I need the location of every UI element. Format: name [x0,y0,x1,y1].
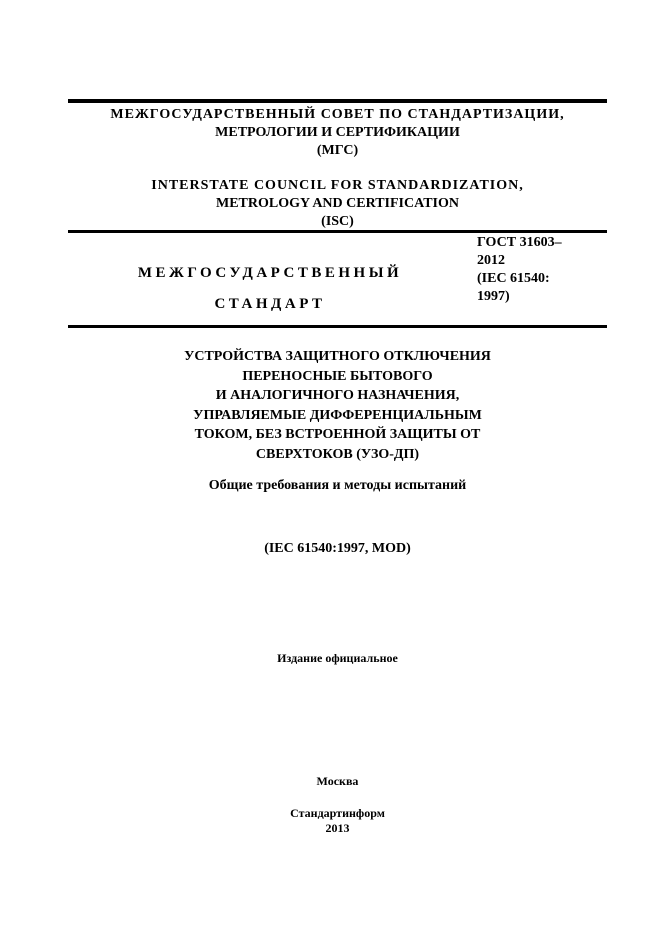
title-line: И АНАЛОГИЧНОГО НАЗНАЧЕНИЯ, [215,388,460,403]
standard-code-line: 1997) [477,289,510,304]
bottom-divider [68,325,607,328]
middle-divider [68,230,607,233]
document-subtitle: Общие требования и методы испытаний [208,478,467,493]
council-ru-line: МЕЖГОСУДАРСТВЕННЫЙ СОВЕТ ПО СТАНДАРТИЗАЦИИ, [110,107,565,122]
standard-type-line2: СТАНДАРТ [214,296,326,312]
standard-code-line: 2012 [477,253,505,268]
title-line: УПРАВЛЯЕМЫЕ ДИФФЕРЕНЦИАЛЬНЫМ [193,407,482,423]
title-line: ТОКОМ, БЕЗ ВСТРОЕННОЙ ЗАЩИТЫ ОТ [194,427,481,442]
council-en-line: METROLOGY AND CERTIFICATION [216,196,459,211]
council-en-abbr: (ISC) [321,214,354,229]
title-line: УСТРОЙСТВА ЗАЩИТНОГО ОТКЛЮЧЕНИЯ [184,349,491,364]
council-name-en [68,177,607,231]
council-ru-abbr: (МГС) [316,143,359,158]
council-name-ru [68,106,607,160]
standard-code-line: (IEC 61540: [477,271,550,286]
edition-label: Издание официальное [277,651,398,665]
iec-reference: (IEC 61540:1997, MOD) [264,541,411,556]
top-divider [68,99,607,103]
publication-city: Москва [316,774,359,788]
title-line: СВЕРХТОКОВ (УЗО-ДП) [255,446,420,462]
council-ru-line: МЕТРОЛОГИИ И СЕРТИФИКАЦИИ [215,125,460,140]
title-line: ПЕРЕНОСНЫЕ БЫТОВОГО [242,368,433,384]
standard-code-line: ГОСТ 31603– [477,235,562,250]
council-en-line: INTERSTATE COUNCIL FOR STANDARDIZATION, [151,178,524,193]
publisher-name: Стандартинформ [290,806,385,820]
standard-code [477,234,602,306]
publisher-block [68,806,607,836]
standard-type-line1: МЕЖГОСУДАРСТВЕННЫЙ [137,265,403,281]
document-title [68,347,607,464]
publication-year: 2013 [325,821,350,835]
